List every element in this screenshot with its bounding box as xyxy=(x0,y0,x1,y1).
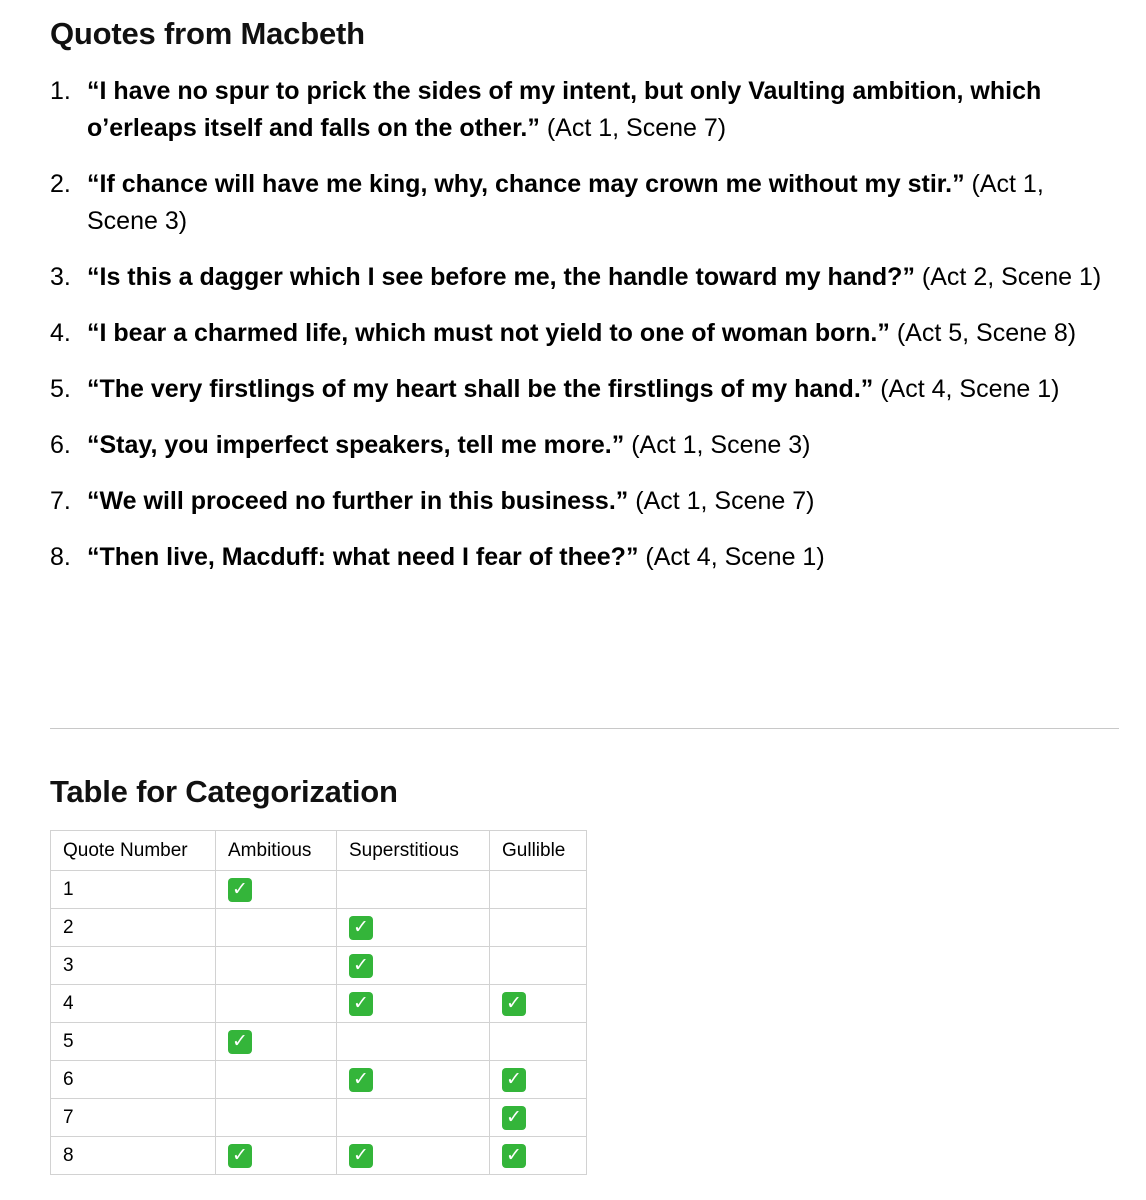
quote-list xyxy=(50,73,1115,595)
superstitious-cell xyxy=(337,947,490,985)
gullible-cell xyxy=(490,947,587,985)
check-mark-icon: ✓ xyxy=(502,1106,526,1130)
gullible-cell xyxy=(490,1099,587,1137)
quote-number: 1. xyxy=(50,77,71,105)
quote-number: 8. xyxy=(50,543,71,571)
ambitious-cell xyxy=(216,1023,337,1061)
quote-number: 6. xyxy=(50,431,71,459)
list-item xyxy=(50,483,1115,520)
ambitious-cell xyxy=(216,871,337,909)
check-mark-icon: ✓ xyxy=(228,1144,252,1168)
check-mark-icon: ✓ xyxy=(228,878,252,902)
table-row xyxy=(51,1137,587,1175)
check-mark-icon: ✓ xyxy=(502,992,526,1016)
ambitious-cell xyxy=(216,985,337,1023)
categorization-table xyxy=(50,830,587,1175)
quote-number: 2. xyxy=(50,170,71,198)
section-divider xyxy=(50,728,1119,729)
check-mark-icon: ✓ xyxy=(349,954,373,978)
gullible-cell xyxy=(490,1137,587,1175)
check-mark-icon: ✓ xyxy=(349,992,373,1016)
header-gullible: Gullible xyxy=(490,831,587,871)
ambitious-cell xyxy=(216,1137,337,1175)
quote-text: “I have no spur to prick the sides of my intent, but only Vaulting ambition, which o’erleaps itself and falls on the other.” xyxy=(87,77,1042,142)
quote-number-cell: 3 xyxy=(51,947,216,985)
quote-reference: (Act 1, Scene 7) xyxy=(546,114,727,142)
ambitious-cell xyxy=(216,1061,337,1099)
check-mark-icon: ✓ xyxy=(502,1144,526,1168)
quote-text: “I bear a charmed life, which must not yield to one of woman born.” xyxy=(87,319,890,347)
quote-number-cell: 7 xyxy=(51,1099,216,1137)
ambitious-cell xyxy=(216,947,337,985)
header-ambitious: Ambitious xyxy=(216,831,337,871)
table-row xyxy=(51,1061,587,1099)
table-row xyxy=(51,947,587,985)
quote-text: “If chance will have me king, why, chance may crown me without my stir.” xyxy=(87,170,965,198)
quote-text: “Is this a dagger which I see before me, the handle toward my hand?” xyxy=(87,263,915,291)
table-row xyxy=(51,1099,587,1137)
quote-number-cell: 1 xyxy=(51,871,216,909)
check-mark-icon: ✓ xyxy=(349,1144,373,1168)
superstitious-cell xyxy=(337,871,490,909)
list-item xyxy=(50,259,1115,296)
quote-number: 5. xyxy=(50,375,71,403)
gullible-cell xyxy=(490,1061,587,1099)
superstitious-cell xyxy=(337,1023,490,1061)
table-row xyxy=(51,909,587,947)
quote-text: “Stay, you imperfect speakers, tell me more.” xyxy=(87,431,625,459)
gullible-cell xyxy=(490,909,587,947)
list-item xyxy=(50,73,1115,147)
check-mark-icon: ✓ xyxy=(349,1068,373,1092)
quote-reference: (Act 1, Scene 7) xyxy=(635,487,815,515)
gullible-cell xyxy=(490,1023,587,1061)
quote-text: “We will proceed no further in this business.” xyxy=(87,487,629,515)
quote-reference: (Act 5, Scene 8) xyxy=(896,319,1077,347)
table-header-row xyxy=(51,831,587,871)
header-quote-number: Quote Number xyxy=(51,831,216,871)
quote-text: “Then live, Macduff: what need I fear of thee?” xyxy=(87,543,639,571)
list-item xyxy=(50,539,1115,576)
table-row xyxy=(51,871,587,909)
quote-number-cell: 8 xyxy=(51,1137,216,1175)
list-item xyxy=(50,371,1115,408)
superstitious-cell xyxy=(337,1061,490,1099)
superstitious-cell xyxy=(337,1137,490,1175)
list-item xyxy=(50,166,1115,240)
quotes-heading: Quotes from Macbeth xyxy=(50,16,365,51)
list-item xyxy=(50,315,1115,352)
quote-number-cell: 2 xyxy=(51,909,216,947)
quote-reference: (Act 4, Scene 1) xyxy=(645,543,825,571)
superstitious-cell xyxy=(337,985,490,1023)
table-body xyxy=(51,871,587,1175)
table-heading: Table for Categorization xyxy=(50,774,398,809)
quote-number: 7. xyxy=(50,487,71,515)
quote-reference: (Act 1, Scene 3) xyxy=(87,170,1044,235)
quote-number: 4. xyxy=(50,319,71,347)
superstitious-cell xyxy=(337,1099,490,1137)
check-mark-icon: ✓ xyxy=(349,916,373,940)
table-row xyxy=(51,985,587,1023)
quote-reference: (Act 1, Scene 3) xyxy=(631,431,811,459)
ambitious-cell xyxy=(216,1099,337,1137)
check-mark-icon: ✓ xyxy=(502,1068,526,1092)
check-mark-icon: ✓ xyxy=(228,1030,252,1054)
quote-reference: (Act 2, Scene 1) xyxy=(921,263,1102,291)
gullible-cell xyxy=(490,985,587,1023)
ambitious-cell xyxy=(216,909,337,947)
quote-text: “The very firstlings of my heart shall be the firstlings of my hand.” xyxy=(87,375,874,403)
gullible-cell xyxy=(490,871,587,909)
quote-reference: (Act 4, Scene 1) xyxy=(880,375,1060,403)
quote-number-cell: 5 xyxy=(51,1023,216,1061)
superstitious-cell xyxy=(337,909,490,947)
table-row xyxy=(51,1023,587,1061)
header-superstitious: Superstitious xyxy=(337,831,490,871)
quote-number: 3. xyxy=(50,263,71,291)
quote-number-cell: 4 xyxy=(51,985,216,1023)
list-item xyxy=(50,427,1115,464)
quote-number-cell: 6 xyxy=(51,1061,216,1099)
